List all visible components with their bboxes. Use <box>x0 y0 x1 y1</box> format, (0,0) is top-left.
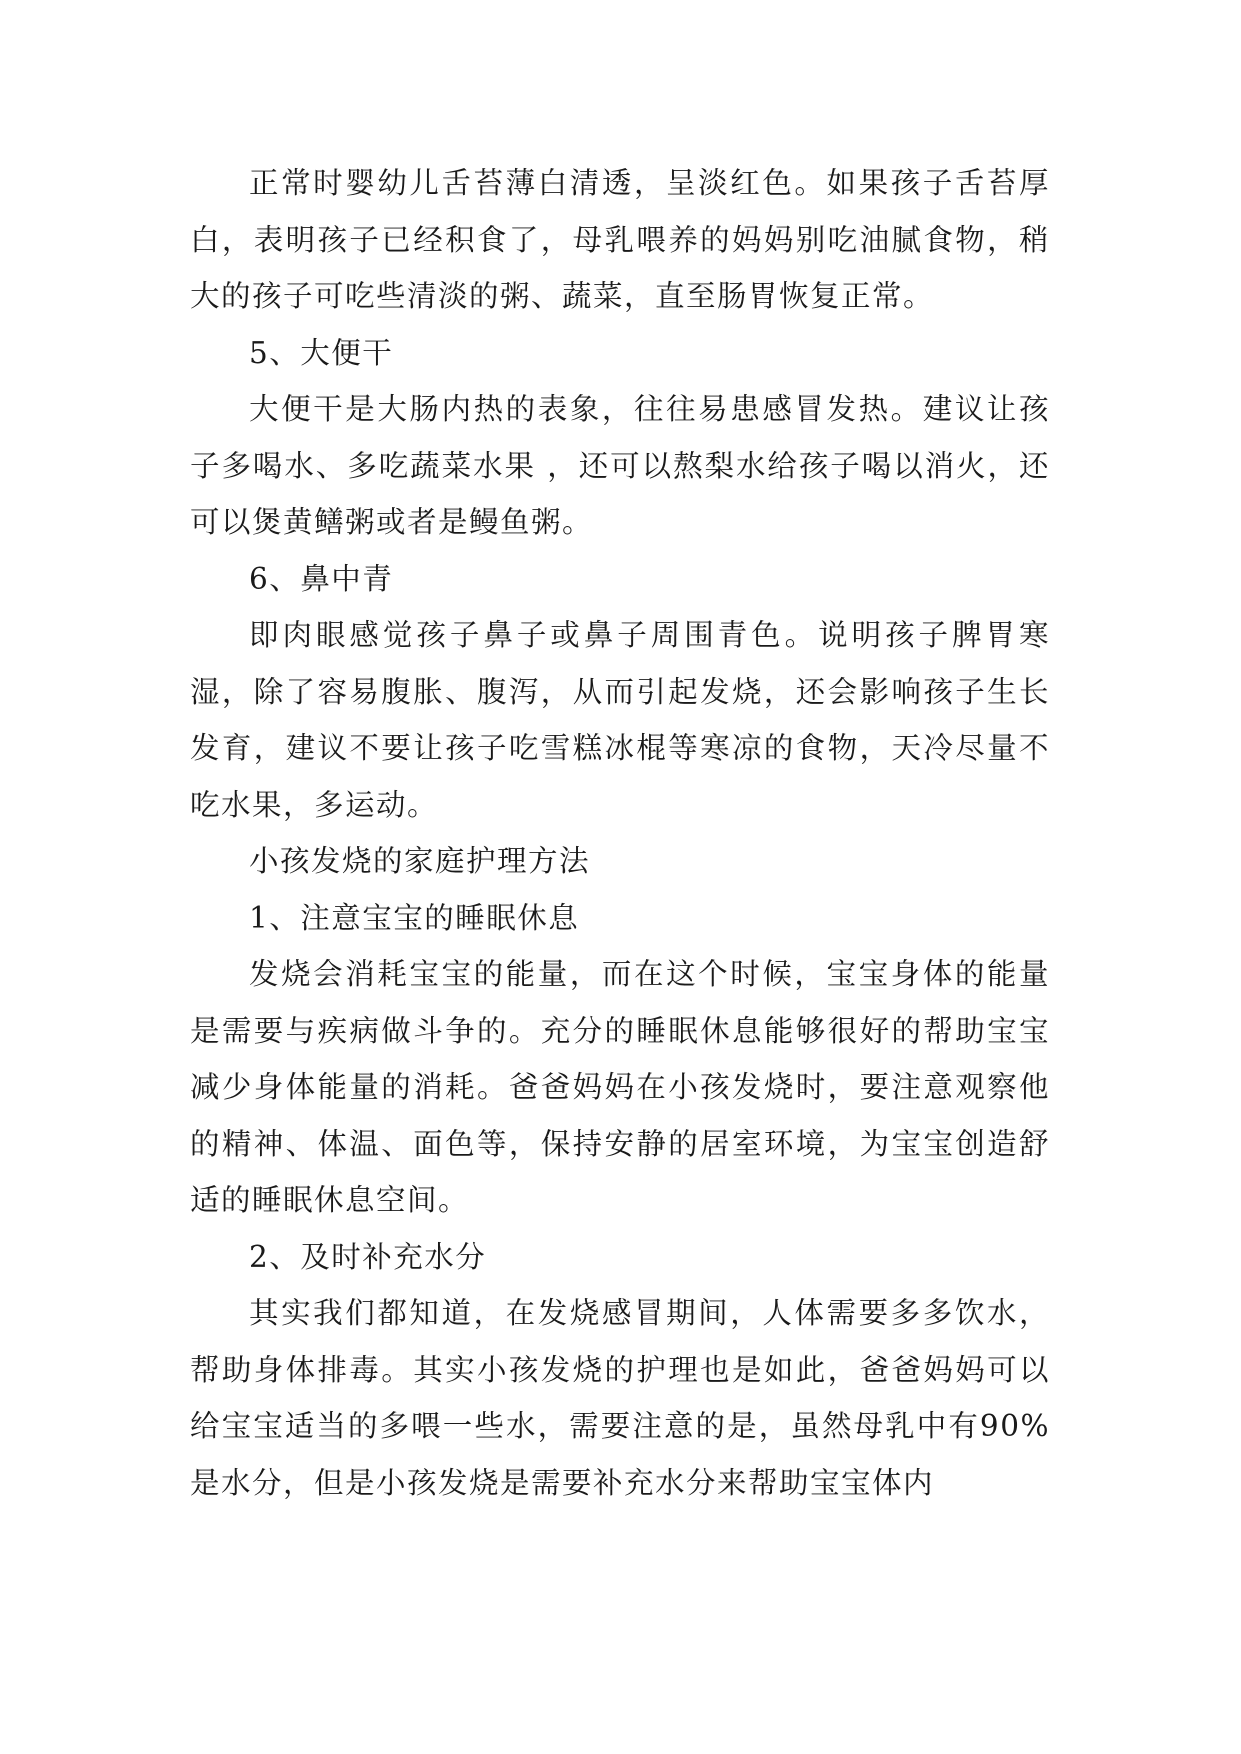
heading-dry-stool: 5、大便干 <box>249 335 394 370</box>
heading-hydration: 2、及时补充水分 <box>249 1239 487 1274</box>
heading-blue-nose: 6、鼻中青 <box>249 561 394 596</box>
paragraph-sleep-rest: 发烧会消耗宝宝的能量，而在这个时候，宝宝身体的能量是需要与疾病做斗争的。充分的睡眠休息能够很好的帮助宝宝减少身体能量的消耗。爸爸妈妈在小孩发烧时，要注意观察他的精神、体温、面色等，保持安静的居室环境，为宝宝创造舒适的睡眠休息空间。 <box>190 957 1050 1217</box>
paragraph-hydration: 其实我们都知道，在发烧感冒期间，人体需要多多饮水，帮助身体排毒。其实小孩发烧的护理也是如此，爸爸妈妈可以给宝宝适当的多喂一些水，需要注意的是，虽然母乳中有90%是水分，但是小孩发烧是需要补充水分来帮助宝宝体内 <box>190 1296 1050 1500</box>
paragraph-tongue-coating: 正常时婴幼儿舌苔薄白清透，呈淡红色。如果孩子舌苔厚白，表明孩子已经积食了，母乳喂养的妈妈别吃油腻食物，稍大的孩子可吃些清淡的粥、蔬菜，直至肠胃恢复正常。 <box>190 166 1050 313</box>
document-body <box>190 155 1050 1511</box>
paragraph-dry-stool: 大便干是大肠内热的表象，往往易患感冒发热。建议让孩子多喝水、多吃蔬菜水果 ，还可以熬梨水给孩子喝以消火，还可以煲黄鳝粥或者是鳗鱼粥。 <box>190 392 1050 539</box>
paragraph-blue-nose: 即肉眼感觉孩子鼻子或鼻子周围青色。说明孩子脾胃寒湿，除了容易腹胀、腹泻，从而引起发烧，还会影响孩子生长发育，建议不要让孩子吃雪糕冰棍等寒凉的食物，天冷尽量不吃水果，多运动。 <box>190 618 1050 822</box>
section-title-home-care: 小孩发烧的家庭护理方法 <box>249 844 591 878</box>
heading-sleep-rest: 1、注意宝宝的睡眠休息 <box>249 900 580 935</box>
